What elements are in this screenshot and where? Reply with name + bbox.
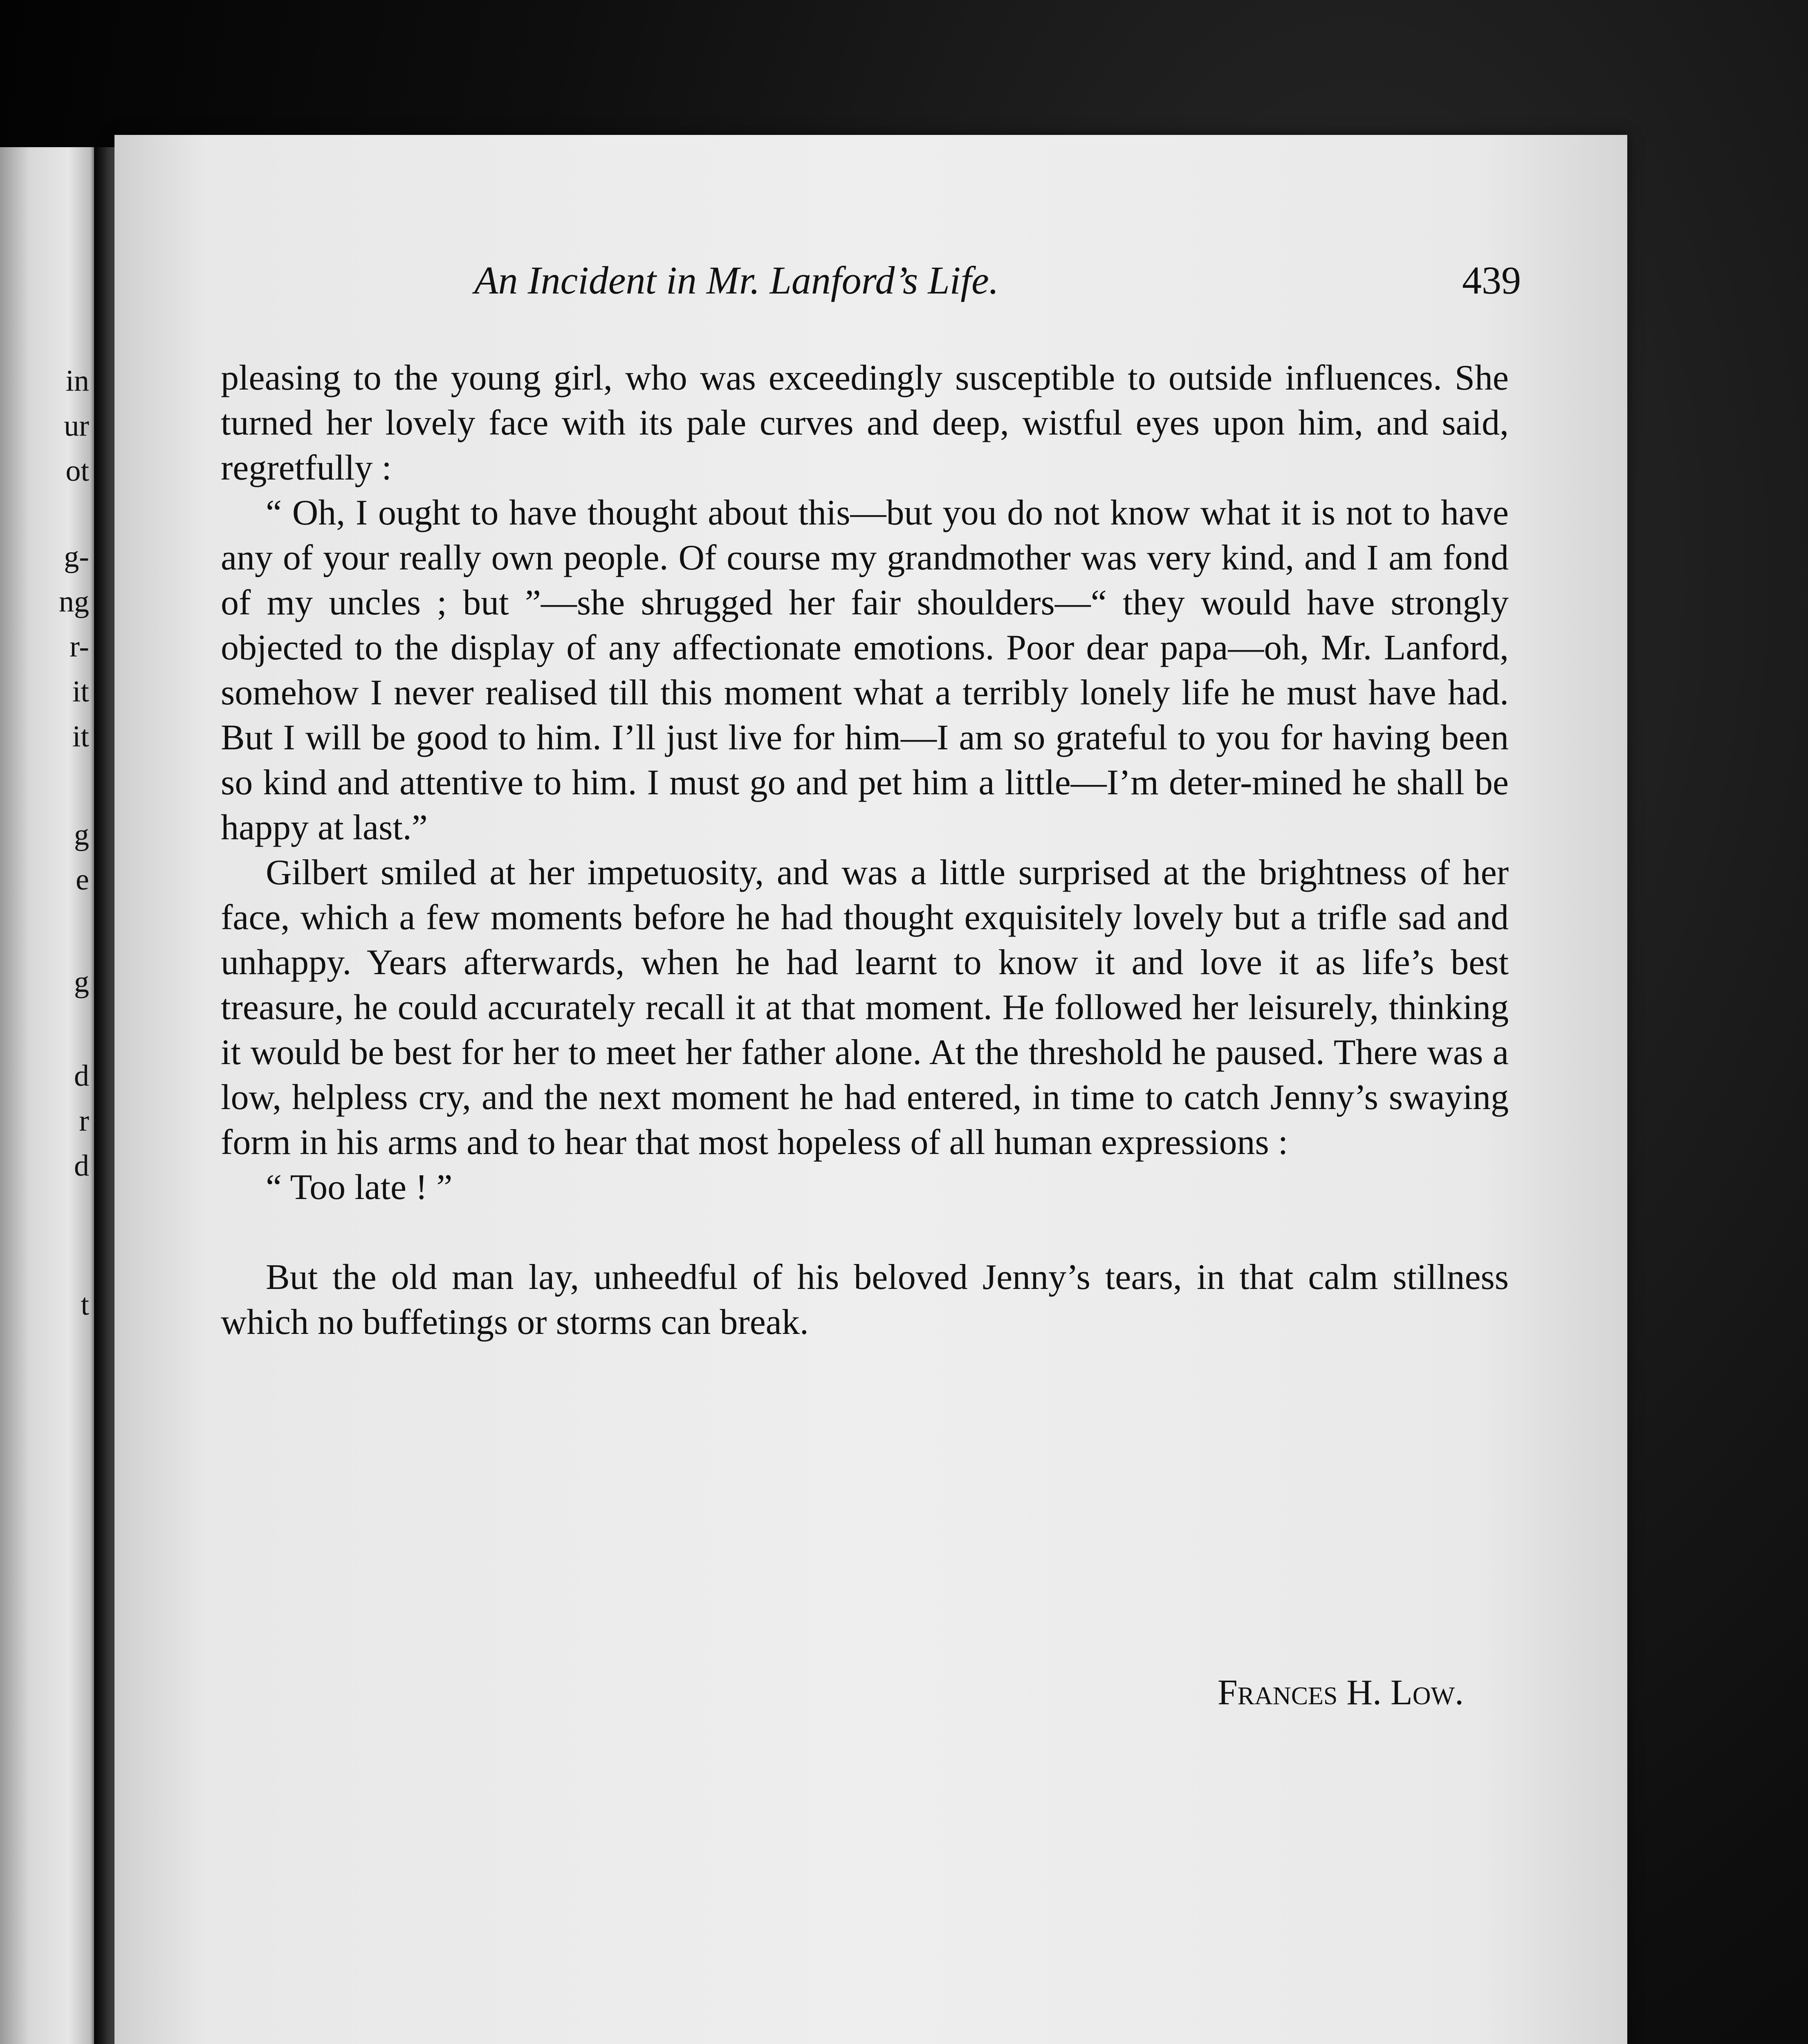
facing-fragment: g	[74, 965, 89, 999]
book-page	[114, 135, 1627, 2044]
facing-fragment: g-	[64, 540, 89, 574]
paragraph: Gilbert smiled at her impetuosity, and was a little surprised at the brightness of her face, which a few moments before he had thought exquisitely lovely but a trifle sad and unhappy. Years afterwards, when he had learnt to know it and love it as life’s best treasure, he could accurately recall it at that moment. He followed her leisurely, thinking it would be best for her to meet her father alone. At the threshold he paused. There was a low, helpless cry, and the next moment he had entered, in time to catch Jenny’s swaying form in his arms and to hear that most hopeless of all human expressions :	[221, 853, 1509, 1162]
facing-fragment: ot	[65, 454, 89, 488]
paragraph: But the old man lay, unheedful of his beloved Jenny’s tears, in that calm stillness which no buffetings or storms can break.	[221, 1257, 1509, 1342]
author-signature: Frances H. Low.	[1217, 1673, 1464, 1712]
facing-fragment: e	[76, 863, 89, 896]
paragraph: “ Oh, I ought to have thought about this—but you do not know what it is not to have any of your really own people. Of course my grandmother was very kind, and I am fond of my uncles ; but ”—she shrugged her fair shoulders—“ they would have strongly objected to the display of any affectionate emotions. Poor dear papa—oh, Mr. Lanford, somehow I never realised till this moment what a terribly lonely life he must have had. But I will be good to him. I’ll just live for him—I am so grateful to you for having been so kind and attentive to him. I must go and pet him a little—I’m deter-mined he shall be happy at last.”	[221, 493, 1509, 847]
facing-fragment: ur	[64, 409, 89, 443]
facing-fragment: r	[79, 1104, 89, 1138]
facing-fragment: it	[72, 720, 89, 753]
facing-fragment: g	[74, 818, 89, 852]
facing-fragment: r-	[70, 630, 89, 663]
facing-fragment: it	[72, 675, 89, 708]
paragraph: “ Too late ! ”	[266, 1168, 453, 1207]
page-number: 439	[1462, 258, 1521, 302]
facing-page-text-fragments	[0, 147, 98, 2044]
facing-fragment: ng	[59, 585, 89, 619]
facing-fragment: in	[65, 364, 89, 398]
body-text	[221, 356, 1509, 1345]
facing-fragment: d	[74, 1149, 89, 1183]
facing-page-edge	[0, 147, 98, 2044]
facing-fragment: t	[81, 1288, 89, 1322]
running-head	[474, 258, 1521, 315]
running-title: An Incident in Mr. Lanford’s Life.	[474, 258, 999, 302]
paragraph: pleasing to the young girl, who was exceedingly susceptible to outside influences. She turned her lovely face with its pale curves and deep, wistful eyes upon him, and said, regretfully :	[221, 358, 1509, 488]
facing-fragment: d	[74, 1059, 89, 1093]
